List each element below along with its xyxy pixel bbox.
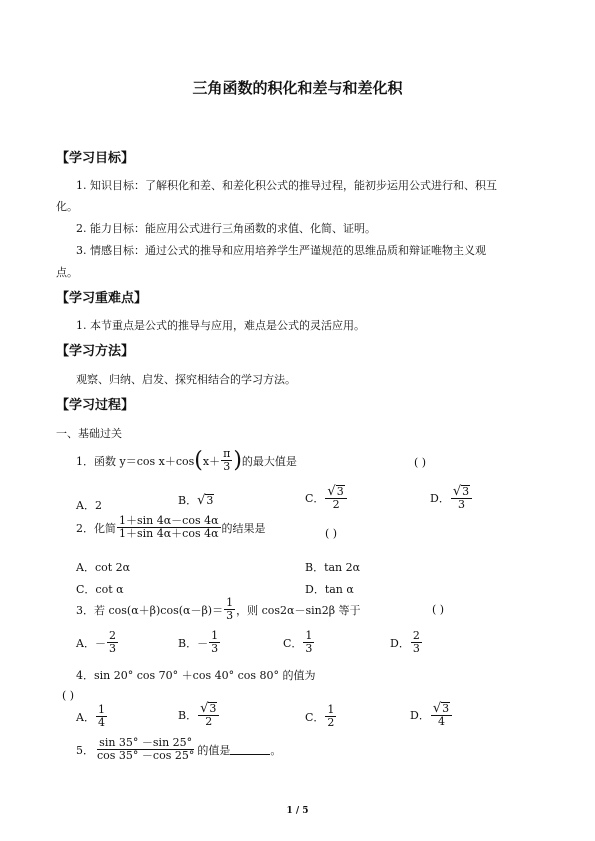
option-label: D． xyxy=(430,492,450,506)
option-label: C． xyxy=(305,492,325,506)
option-label: C． xyxy=(283,636,303,650)
q4-answer-blank: ( ) xyxy=(62,689,75,702)
sqrt3-over-2: √ 3 2 xyxy=(198,702,219,728)
q3-option-d xyxy=(390,630,423,655)
option-label: B． xyxy=(178,494,198,507)
goal-1-line-1: 1. 知识目标：了解积化和差、和差化积公式的推导过程，能初步运用公式进行和、积互 xyxy=(76,179,497,192)
sqrt-3: √ 3 xyxy=(197,492,214,508)
numerator: π xyxy=(223,447,231,460)
question-3 xyxy=(76,597,361,622)
q3-option-a xyxy=(76,630,119,655)
goal-3-line-2: 点。 xyxy=(56,266,78,279)
left-paren: ( xyxy=(194,447,203,473)
q1-option-c xyxy=(305,485,348,511)
question-2 xyxy=(76,515,266,540)
q3-option-c xyxy=(283,630,315,655)
question-5 xyxy=(76,737,281,762)
section-goals-heading: 【学习目标】 xyxy=(56,151,135,166)
one-half: $\frac{1}{2}$ xyxy=(327,703,335,730)
question-4: 4．sin 20° cos 70° ＋cos 40° cos 80° 的值为 xyxy=(76,669,316,682)
q2-option-d: D．tan α xyxy=(305,583,354,596)
section-key-points-heading: 【学习重难点】 xyxy=(56,291,148,306)
q5-suffix: 的值是 xyxy=(197,743,231,757)
q1-option-b xyxy=(178,492,214,508)
q4-option-a xyxy=(76,704,108,729)
option-label: A． xyxy=(76,710,95,724)
one-third-fraction: $\frac{1}{3}$ xyxy=(226,596,234,623)
two-thirds: $\frac{2}{3}$ xyxy=(108,629,116,656)
q5-prefix: 5． xyxy=(76,743,94,757)
sqrt3-over-2: √ 3 2 xyxy=(325,485,346,511)
q4-option-d xyxy=(410,702,453,728)
option-label: A．－ xyxy=(76,636,106,650)
q1-option-d xyxy=(430,485,473,511)
q2-answer-blank: ( ) xyxy=(325,527,338,540)
option-label: D． xyxy=(410,709,430,723)
q1-suffix: 的最大值是 xyxy=(241,454,297,468)
page-number: 1 / 5 xyxy=(286,806,309,816)
sqrt3-over-3: √ 3 3 xyxy=(451,485,472,511)
q2-fraction: $\frac{1+\sin 4\alpha-\cos 4\alpha}{1+\sin 4\alpha+\cos 4\alpha}$ xyxy=(119,514,219,541)
q5-fraction: $\frac{\sin 35^\circ -\sin 25^\circ}{\cos 35^\circ -\cos 25^\circ}$ xyxy=(97,736,195,763)
pi-over-3-fraction xyxy=(221,448,232,473)
q1-prefix: 1．函数 y＝cos x＋cos xyxy=(76,454,195,468)
option-label: C． xyxy=(305,710,325,724)
q2-suffix: 的结果是 xyxy=(221,521,266,535)
page-title: 三角函数的积化和差与和差化积 xyxy=(192,79,403,97)
one-fourth: $\frac{1}{4}$ xyxy=(97,703,105,730)
q4-option-b xyxy=(178,702,220,728)
q2-option-a: A．cot 2α xyxy=(76,561,131,574)
q1-inner-prefix: x＋ xyxy=(202,454,221,468)
option-label: B． xyxy=(178,709,198,723)
option-label: B．－ xyxy=(178,636,209,650)
section-process-heading: 【学习过程】 xyxy=(56,398,135,413)
q3-option-b xyxy=(178,630,221,655)
goal-3-line-1: 3. 情感目标：通过公式的推导和应用培养学生严谨规范的思维品质和辩证唯物主义观 xyxy=(76,244,486,257)
q2-prefix: 2．化简 xyxy=(76,521,116,535)
section-methods-heading: 【学习方法】 xyxy=(56,344,135,359)
q3-prefix: 3．若 cos(α＋β)cos(α－β)＝ xyxy=(76,603,224,617)
one-third: $\frac{1}{3}$ xyxy=(211,629,219,656)
option-label: D． xyxy=(390,636,410,650)
part-1-heading: 一、基础过关 xyxy=(56,427,122,440)
q1-option-a: A．2 xyxy=(76,499,102,512)
key-point-1: 1. 本节重点是公式的推导与应用，难点是公式的灵活应用。 xyxy=(76,319,365,332)
goal-1-line-2: 化。 xyxy=(56,200,78,213)
q4-option-c xyxy=(305,704,337,729)
denominator: 3 xyxy=(223,460,231,474)
sqrt3-over-4: √ 3 4 xyxy=(431,702,452,728)
method-1: 观察、归纳、启发、探究相结合的学习方法。 xyxy=(76,373,296,386)
q5-end: 。 xyxy=(270,743,282,757)
q3-suffix: ，则 cos2α－sin2β 等于 xyxy=(236,603,361,617)
right-paren: ) xyxy=(233,447,242,473)
q5-answer-blank[interactable] xyxy=(230,744,270,755)
q2-option-b: B．tan 2α xyxy=(305,561,361,574)
two-thirds: $\frac{2}{3}$ xyxy=(412,629,420,656)
q2-option-c: C．cot α xyxy=(76,583,124,596)
one-third: $\frac{1}{3}$ xyxy=(305,629,313,656)
question-1 xyxy=(76,448,297,473)
q1-answer-blank: ( ) xyxy=(414,456,427,469)
goal-2: 2. 能力目标：能应用公式进行三角函数的求值、化简、证明。 xyxy=(76,222,376,235)
q3-answer-blank: ( ) xyxy=(432,603,445,616)
